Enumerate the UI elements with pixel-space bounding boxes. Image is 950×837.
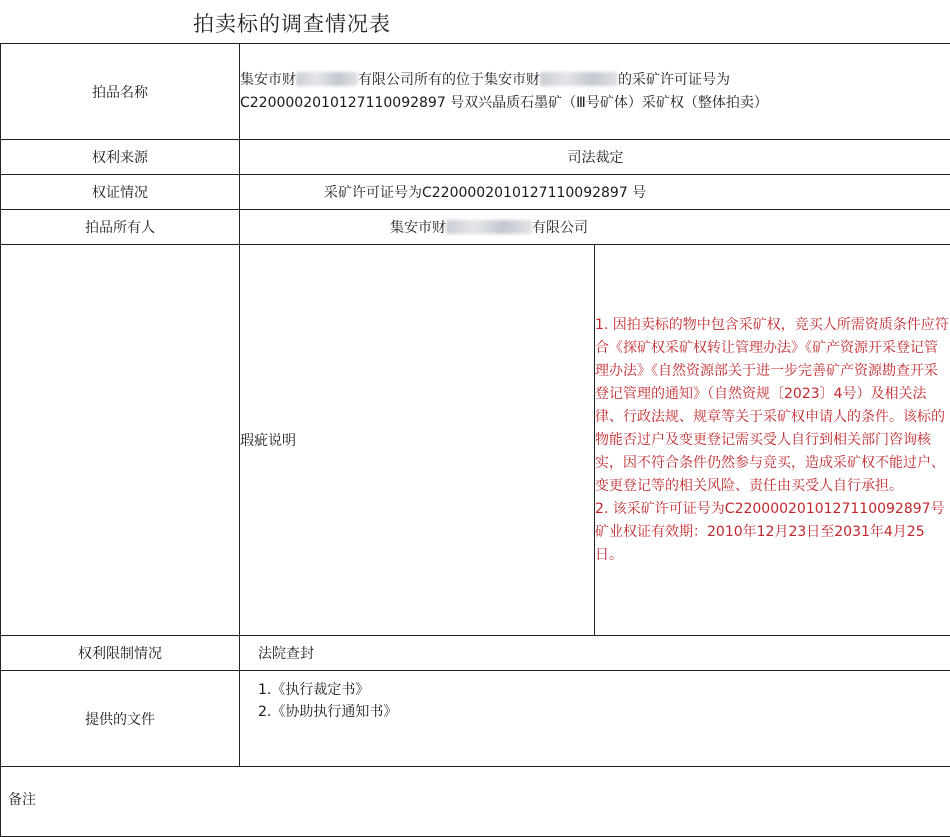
defect-note-2: 2. 该采矿许可证号为C2200002010127110092897号矿业权证有效期：2010年12月23日至2031年4月25日。	[595, 498, 950, 567]
defect-note-1: 1. 因拍卖标的物中包含采矿权，竞买人所需资质条件应符合《探矿权采矿权转让管理办法》《矿产资源开采登记管理办法》《自然资源部关于进一步完善矿产资源勘查开采登记管理的通知》（自然资规〔2023〕4号）及相关法律、行政法规、规章等关于采矿权申请人的条件。该标的物能否过户及变更登记需买受人自行到相关部门咨询核实，因不符合条件仍然参与竞买，造成采矿权不能过户、变更登记等的相关风险、责任由买受人自行承担。	[595, 314, 950, 498]
defects-label: 瑕疵说明	[240, 245, 595, 636]
documents-list	[240, 671, 950, 767]
redacted-text	[540, 72, 618, 86]
item-name-line-2: C2200002010127110092897 号双兴晶质石墨矿（Ⅲ号矿体）采矿权（整体拍卖）	[240, 92, 950, 115]
item-name-value	[240, 44, 950, 140]
investigation-table	[0, 43, 950, 837]
owner-label: 拍品所有人	[1, 210, 240, 245]
row-documents	[1, 671, 950, 767]
certificate-value: 采矿许可证号为C2200002010127110092897 号	[240, 175, 950, 210]
redacted-text	[296, 72, 358, 86]
item-name-line-1: 集安市财 有限公司所有的位于集安市财 的采矿许可证号为	[240, 69, 950, 92]
documents-label: 提供的文件	[1, 671, 240, 767]
row-rights-source	[1, 140, 950, 175]
row-defects	[1, 245, 950, 636]
remarks-label: 备注	[1, 767, 950, 837]
restrictions-label: 权利限制情况	[1, 636, 240, 671]
row-restrictions	[1, 636, 950, 671]
rights-source-label: 权利来源	[1, 140, 240, 175]
defects-cell-blank	[1, 245, 240, 636]
certificate-label: 权证情况	[1, 175, 240, 210]
row-owner	[1, 210, 950, 245]
page-title: 拍卖标的调查情况表	[193, 8, 391, 38]
row-remarks	[1, 767, 950, 837]
owner-value: 集安市财 有限公司	[240, 210, 950, 245]
defects-notes	[595, 245, 950, 636]
document-item: 1.《执行裁定书》	[240, 679, 950, 701]
redacted-text	[446, 220, 532, 234]
rights-source-value: 司法裁定	[240, 140, 950, 175]
restrictions-value: 法院查封	[240, 636, 950, 671]
row-certificate	[1, 175, 950, 210]
document-item: 2.《协助执行通知书》	[240, 701, 950, 723]
row-item-name	[1, 44, 950, 140]
item-name-label: 拍品名称	[1, 44, 240, 140]
